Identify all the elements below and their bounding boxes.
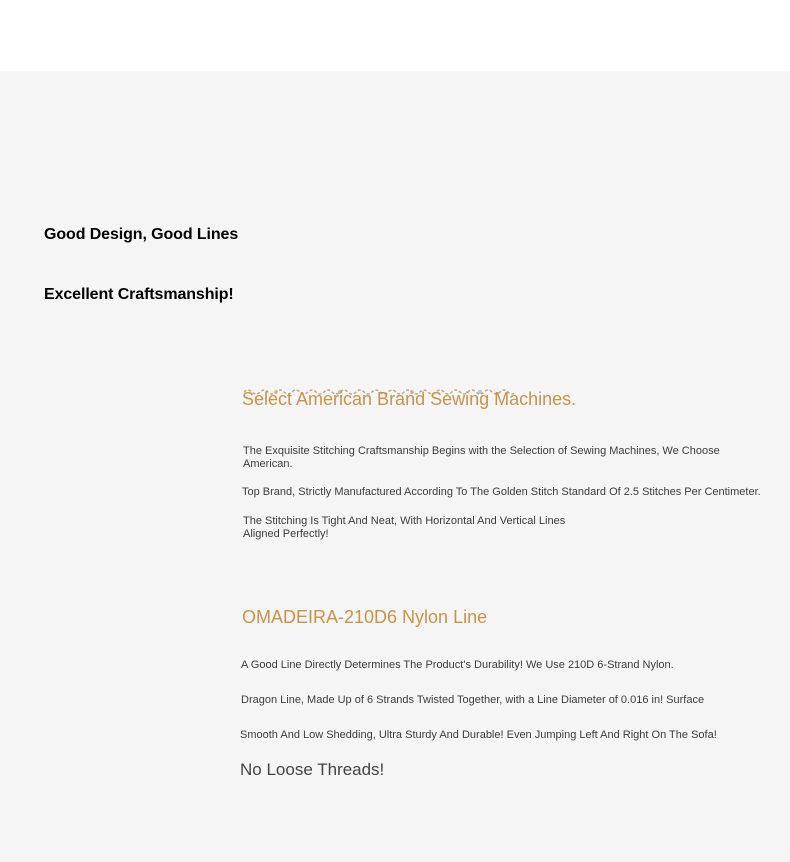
nylon-paragraph-1: A Good Line Directly Determines The Product's Durability! We Use 210D 6-Strand Nylon. — [241, 659, 674, 671]
headline-craftsmanship: Excellent Craftsmanship! — [44, 286, 234, 303]
nylon-paragraph-2: Dragon Line, Made Up of 6 Strands Twisted Together, with a Line Diameter of 0.016 in! Surface — [241, 694, 705, 706]
sewing-paragraph-1: The Exquisite Stitching Craftsmanship Begins with the Selection of Sewing Machines, We Choose American. — [243, 445, 720, 470]
top-bar — [0, 0, 790, 71]
headline-good-design: Good Design, Good Lines — [44, 226, 239, 243]
nylon-paragraph-3: Smooth And Low Shedding, Ultra Sturdy And Durable! Even Jumping Left And Right On The Sofa! — [240, 729, 717, 741]
section-title-sewing-machines: Select American Brand Sewing Machines. — [242, 389, 577, 409]
sewing-paragraph-2: Top Brand, Strictly Manufactured According To The Golden Stitch Standard Of 2.5 Stitches Per Centimeter. — [242, 486, 761, 498]
section-title-nylon-line: OMADEIRA-210D6 Nylon Line — [242, 607, 488, 627]
sewing-paragraph-3: The Stitching Is Tight And Neat, With Horizontal And Vertical Lines Aligned Perfectly! — [243, 515, 566, 540]
closing-tagline: No Loose Threads! — [240, 760, 385, 779]
